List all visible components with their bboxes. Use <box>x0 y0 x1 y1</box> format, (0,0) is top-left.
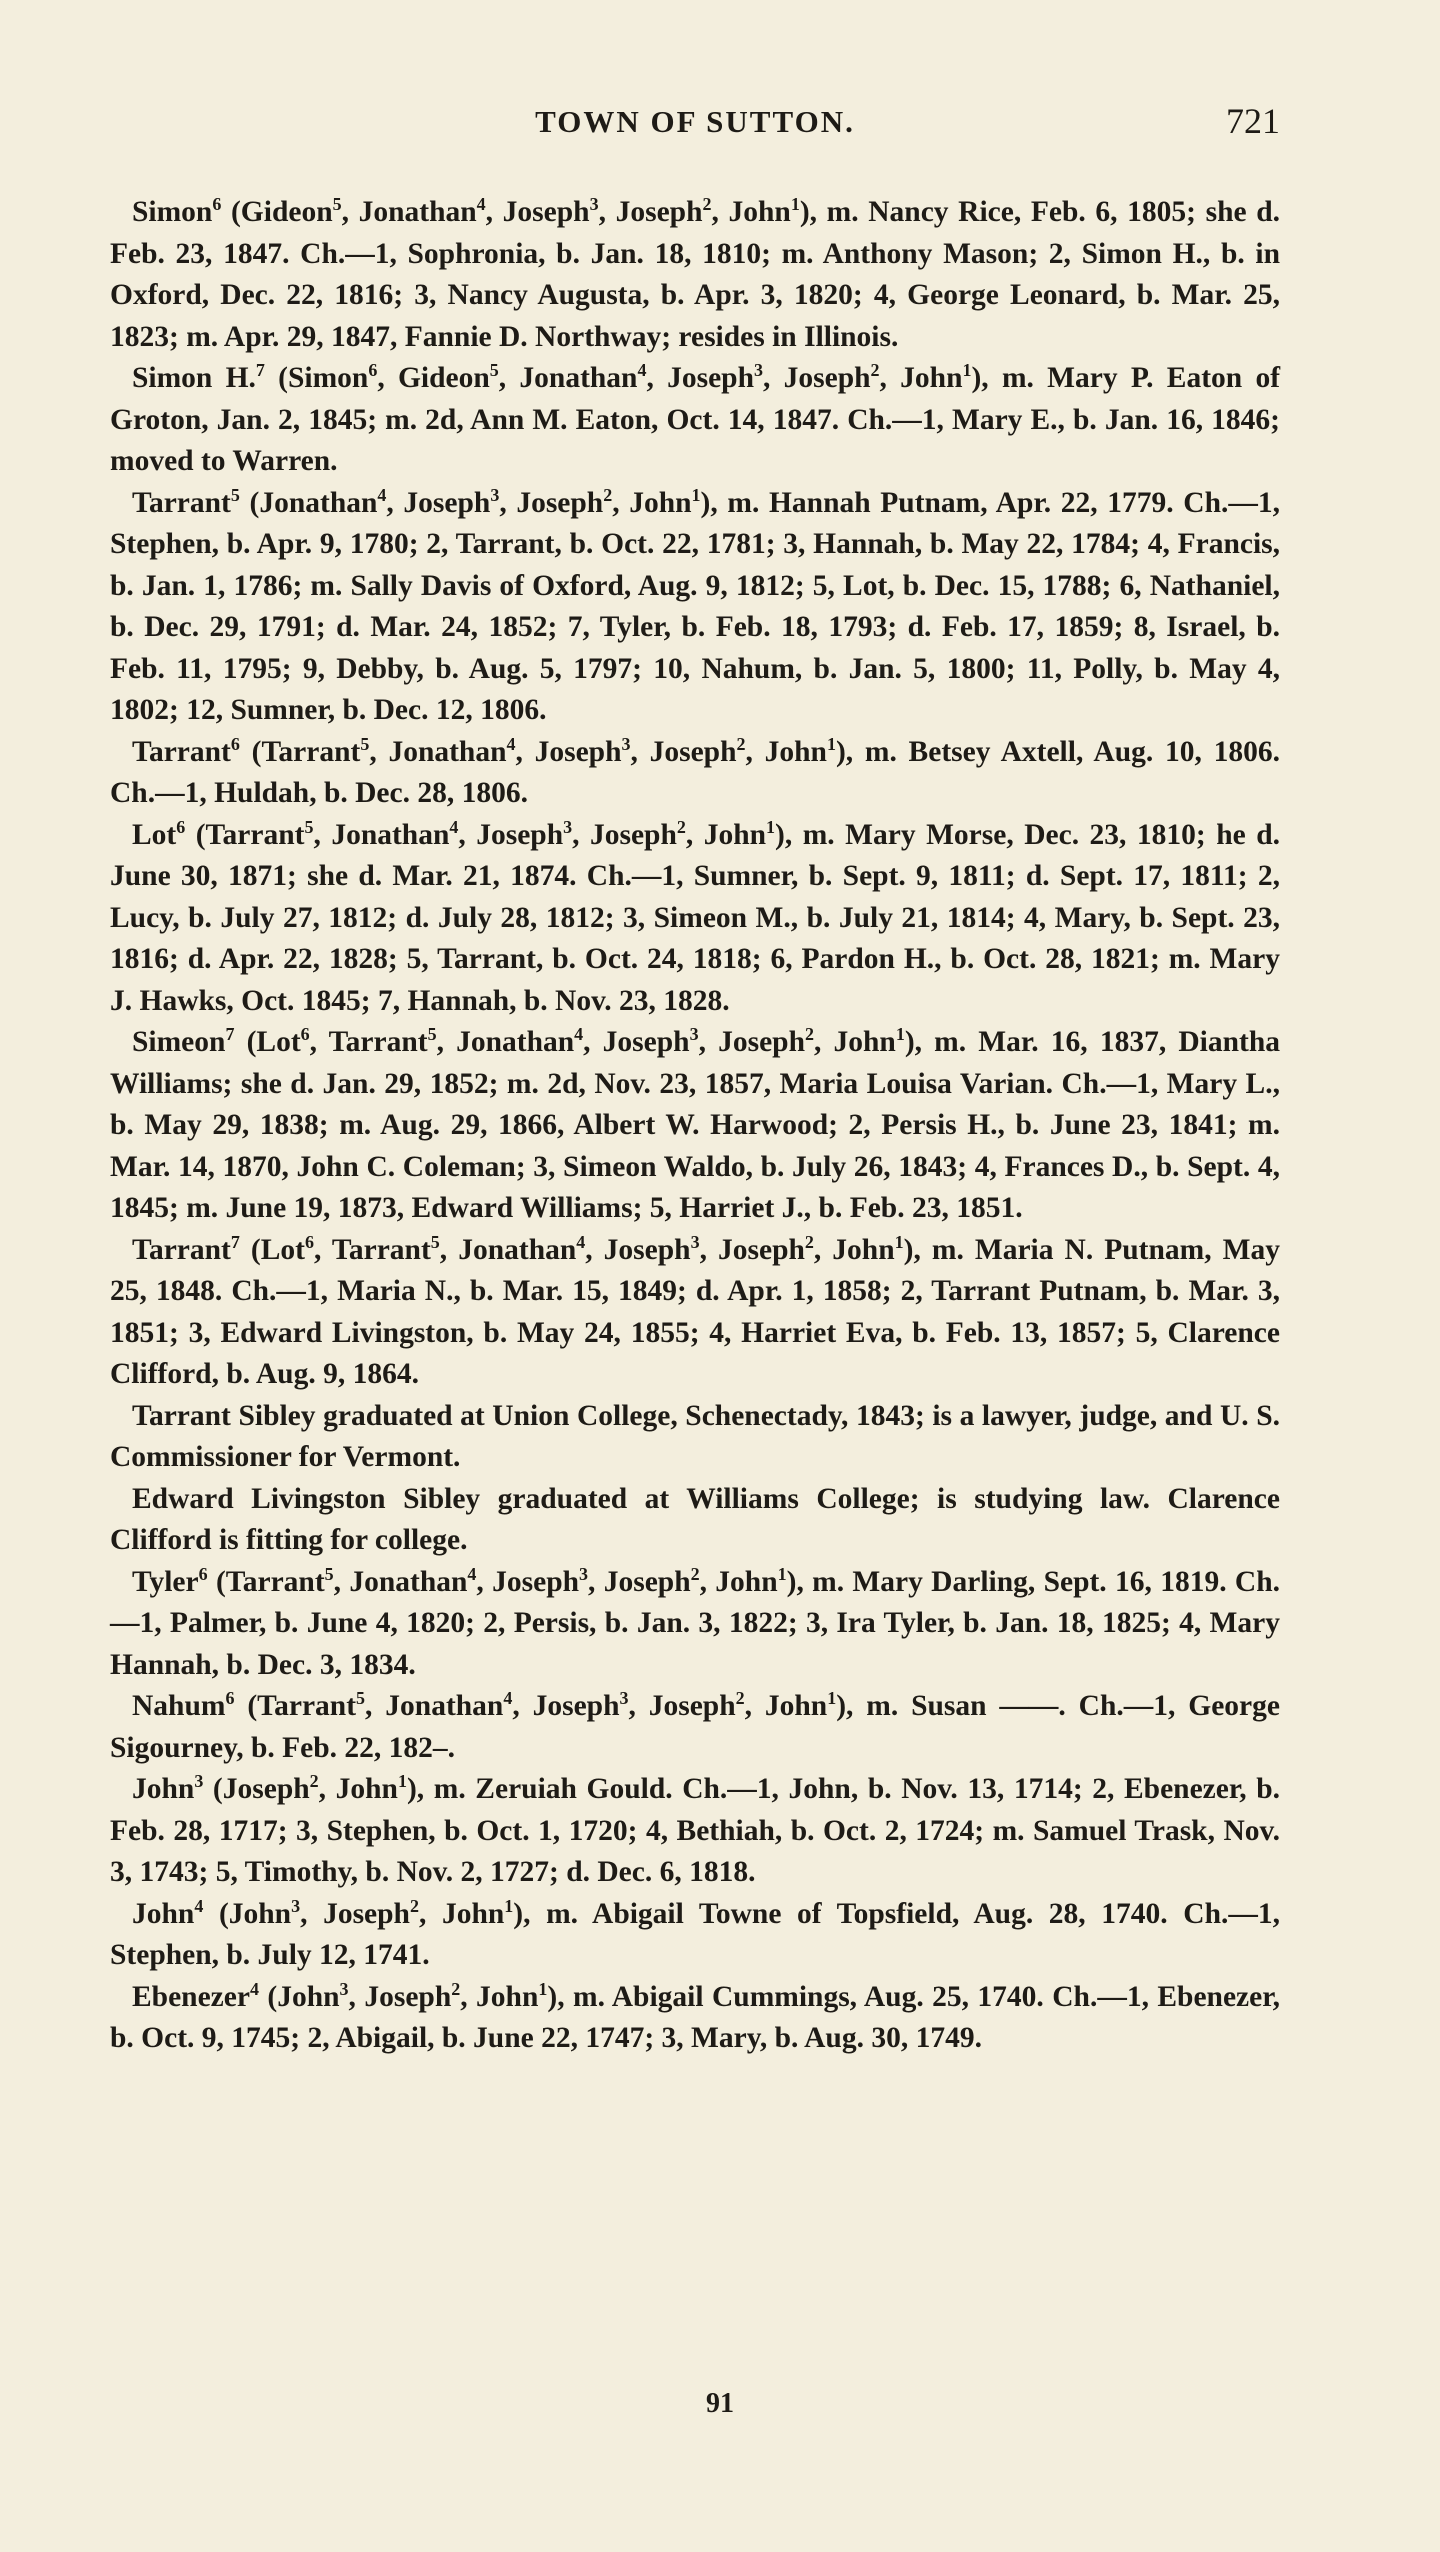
paragraph-edward-livingston-note: Edward Livingston Sibley graduated at Williams College; is studying law. Clarence Clifford is fitting for college. <box>110 1482 1280 1556</box>
page-header <box>110 96 1280 156</box>
paragraph-tyler-6: Tyler$^6$ (Tarrant$^5$, Jonathan$^4$, Joseph$^3$, Joseph$^2$, John$^1$), m. Mary Darling, Sept. 16, 1819. Ch.—1, Palmer, b. June 4, 1820; 2, Persis, b. Jan. 3, 1822; 3, Ira Tyler, b. Jan. 18, 1825; 4, Mary Hannah, b. Dec. 3, 1834. <box>110 1563 1280 1681</box>
signature-mark: 91 <box>706 2388 734 2419</box>
paragraph-simon-6: Simon$^6$ (Gideon$^5$, Jonathan$^4$, Joseph$^3$, Joseph$^2$, John$^1$), m. Nancy Rice, Feb. 6, 1805; she d. Feb. 23, 1847. Ch.—1, Sophronia, b. Jan. 18, 1810; m. Anthony Mason; 2, Simon H., b. in Oxford, Dec. 22, 1816; 3, Nancy Augusta, b. Apr. 3, 1820; 4, George Leonard, b. Mar. 25, 1823; m. Apr. 29, 1847, Fannie D. Northway; resides in Illinois. <box>110 194 1281 353</box>
running-title: TOWN OF SUTTON. <box>535 104 855 139</box>
paragraph-john-4: John$^4$ (John$^3$, Joseph$^2$, John$^1$), m. Abigail Towne of Topsfield, Aug. 28, 1740. Ch.—1, Stephen, b. July 12, 1741. <box>110 1895 1280 1971</box>
paragraph-tarrant-sibley-note: Tarrant Sibley graduated at Union College, Schenectady, 1843; is a lawyer, judge, and U. S. Commissioner for Vermont. <box>110 1399 1280 1473</box>
paragraph-tarrant-6: Tarrant$^6$ (Tarrant$^5$, Jonathan$^4$, Joseph$^3$, Joseph$^2$, John$^1$), m. Betsey Axtell, Aug. 10, 1806. Ch.—1, Huldah, b. Dec. 28, 1806. <box>110 733 1280 809</box>
genealogy-text <box>110 192 1280 2060</box>
paragraph-john-3: John$^3$ (Joseph$^2$, John$^1$), m. Zeruiah Gould. Ch.—1, John, b. Nov. 13, 1714; 2, Ebenezer, b. Feb. 28, 1717; 3, Stephen, b. Oct. 1, 1720; 4, Bethiah, b. Oct. 2, 1724; m. Samuel Trask, Nov. 3, 1743; 5, Timothy, b. Nov. 2, 1727; d. Dec. 6, 1818. <box>110 1771 1280 1888</box>
page-number: 721 <box>1226 101 1280 141</box>
paragraph-lot-6: Lot$^6$ (Tarrant$^5$, Jonathan$^4$, Joseph$^3$, Joseph$^2$, John$^1$), m. Mary Morse, Dec. 23, 1810; he d. June 30, 1871; she d. Mar. 21, 1874. Ch.—1, Sumner, b. Sept. 9, 1811; d. Sept. 17, 1811; 2, Lucy, b. July 27, 1812; d. July 28, 1812; 3, Simeon M., b. July 21, 1814; 4, Mary, b. Sept. 23, 1816; d. Apr. 22, 1828; 5, Tarrant, b. Oct. 24, 1818; 6, Pardon H., b. Oct. 28, 1821; m. Mary J. Hawks, Oct. 1845; 7, Hannah, b. Nov. 23, 1828. <box>110 816 1280 1017</box>
paragraph-ebenezer-4: Ebenezer$^4$ (John$^3$, Joseph$^2$, John$^1$), m. Abigail Cummings, Aug. 25, 1740. Ch.—1, Ebenezer, b. Oct. 9, 1745; 2, Abigail, b. June 22, 1747; 3, Mary, b. Aug. 30, 1749. <box>110 1978 1280 2054</box>
paragraph-simon-h-7: Simon H.$^7$ (Simon$^6$, Gideon$^5$, Jonathan$^4$, Joseph$^3$, Joseph$^2$, John$^1$), m. Mary P. Eaton of Groton, Jan. 2, 1845; m. 2d, Ann M. Eaton, Oct. 14, 1847. Ch.—1, Mary E., b. Jan. 16, 1846; moved to Warren. <box>110 360 1281 477</box>
paragraph-tarrant-7: Tarrant$^7$ (Lot$^6$, Tarrant$^5$, Jonathan$^4$, Joseph$^3$, Joseph$^2$, John$^1$), m. Maria N. Putnam, May 25, 1848. Ch.—1, Maria N., b. Mar. 15, 1849; d. Apr. 1, 1858; 2, Tarrant Putnam, b. Mar. 3, 1851; 3, Edward Livingston, b. May 24, 1855; 4, Harriet Eva, b. Feb. 13, 1857; 5, Clarence Clifford, b. Aug. 9, 1864. <box>110 1231 1280 1390</box>
paragraph-simeon-7: Simeon$^7$ (Lot$^6$, Tarrant$^5$, Jonathan$^4$, Joseph$^3$, Joseph$^2$, John$^1$), m. Mar. 16, 1837, Diantha Williams; she d. Jan. 29, 1852; m. 2d, Nov. 23, 1857, Maria Louisa Varian. Ch.—1, Mary L., b. May 29, 1838; m. Aug. 29, 1866, Albert W. Harwood; 2, Persis H., b. June 23, 1841; m. Mar. 14, 1870, John C. Coleman; 3, Simeon Waldo, b. July 26, 1843; 4, Frances D., b. Sept. 4, 1845; m. June 19, 1873, Edward Williams; 5, Harriet J., b. Feb. 23, 1851. <box>110 1024 1280 1224</box>
paragraph-tarrant-5: Tarrant$^5$ (Jonathan$^4$, Joseph$^3$, Joseph$^2$, John$^1$), m. Hannah Putnam, Apr. 22, 1779. Ch.—1, Stephen, b. Apr. 9, 1780; 2, Tarrant, b. Oct. 22, 1781; 3, Hannah, b. May 22, 1784; 4, Francis, b. Jan. 1, 1786; m. Sally Davis of Oxford, Aug. 9, 1812; 5, Lot, b. Dec. 15, 1788; 6, Nathaniel, b. Dec. 29, 1791; d. Mar. 24, 1852; 7, Tyler, b. Feb. 18, 1793; d. Feb. 17, 1859; 8, Israel, b. Feb. 11, 1795; 9, Debby, b. Aug. 5, 1797; 10, Nahum, b. Jan. 5, 1800; 11, Polly, b. May 4, 1802; 12, Sumner, b. Dec. 12, 1806. <box>110 484 1280 726</box>
paragraph-nahum-6: Nahum$^6$ (Tarrant$^5$, Jonathan$^4$, Joseph$^3$, Joseph$^2$, John$^1$), m. Susan ——. Ch.—1, George Sigourney, b. Feb. 22, 182–. <box>110 1688 1280 1764</box>
